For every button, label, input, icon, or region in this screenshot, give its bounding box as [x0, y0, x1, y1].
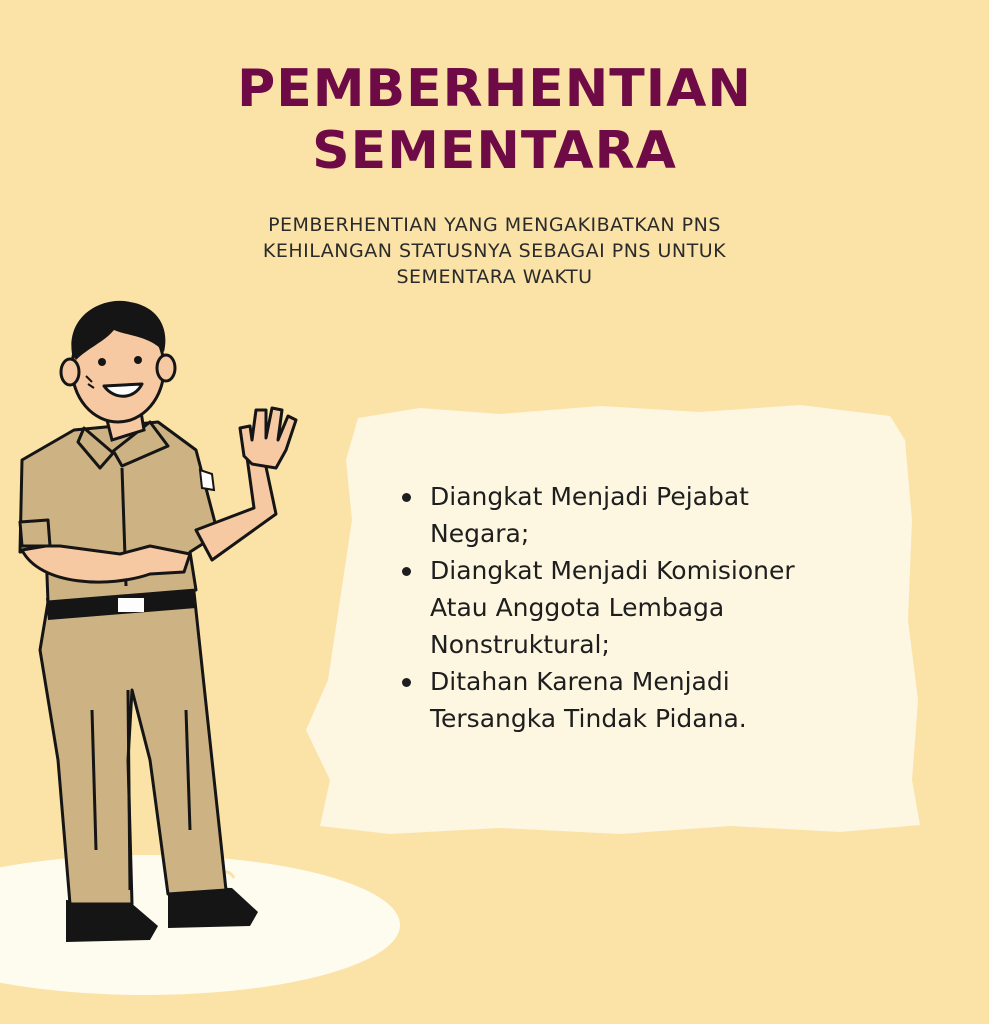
bullet-icon	[402, 493, 411, 502]
criteria-list	[400, 478, 900, 737]
definition-line-3: SEMENTARA WAKTU	[396, 266, 593, 288]
list-item-line: Ditahan Karena Menjadi	[430, 667, 730, 696]
person-icon	[0, 290, 320, 970]
title-line-1: PEMBERHENTIAN	[237, 59, 752, 119]
list-item-line: Diangkat Menjadi Pejabat	[430, 482, 749, 511]
list-item-line: Diangkat Menjadi Komisioner	[430, 556, 795, 585]
list-item	[400, 552, 900, 663]
bullet-icon	[402, 567, 411, 576]
civil-servant-illustration	[0, 290, 320, 974]
definition-line-1: PEMBERHENTIAN YANG MENGAKIBATKAN PNS	[268, 214, 721, 236]
list-item	[400, 478, 900, 552]
definition-line-2: KEHILANGAN STATUSNYA SEBAGAI PNS UNTUK	[262, 240, 727, 262]
list-item-line: Atau Anggota Lembaga	[430, 593, 725, 622]
bullet-icon	[402, 678, 411, 687]
page-title	[0, 58, 989, 182]
list-item	[400, 663, 900, 737]
list-item-line: Tersangka Tindak Pidana.	[430, 704, 747, 733]
title-line-2: SEMENTARA	[312, 121, 677, 181]
definition-text	[0, 212, 989, 290]
list-item-line: Negara;	[430, 519, 530, 548]
list-item-line: Nonstruktural;	[430, 630, 610, 659]
